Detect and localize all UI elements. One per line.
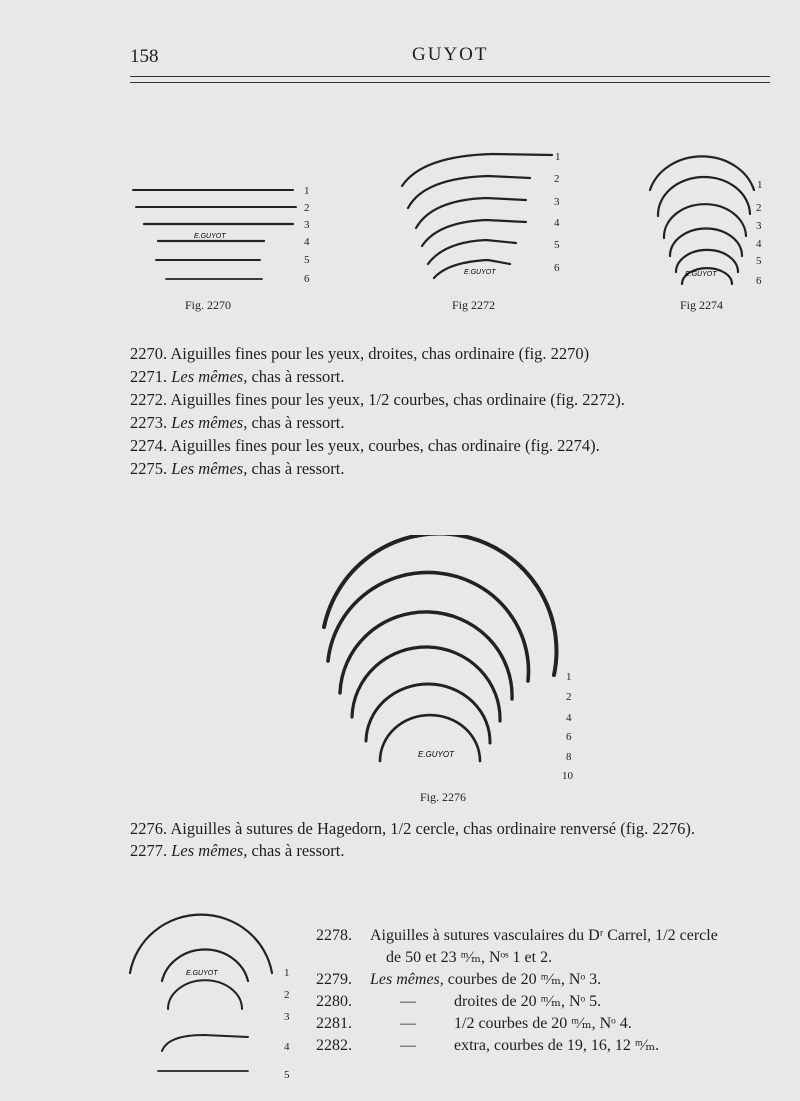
needle-1 [130, 915, 272, 973]
needle-4 [670, 228, 742, 256]
entry-2279: 2279. Les mêmes, courbes de 20 ᵐ⁄ₘ, Nᵒ 3. [316, 971, 602, 988]
size-label: 4 [304, 236, 310, 248]
guyot-stamp: E.GUYOT [464, 269, 496, 276]
size-label: 3 [756, 220, 762, 232]
size-label: 5 [756, 255, 762, 267]
needle-2 [328, 572, 529, 681]
size-label: 1 [555, 151, 561, 163]
size-label: 3 [284, 1011, 290, 1023]
figure-carrel-needles [124, 895, 304, 1085]
entry-2275: 2275. Les mêmes, chas à ressort. [130, 459, 345, 478]
entry-2274: 2274. Aiguilles fines pour les yeux, courbes, chas ordinaire (fig. 2274). [130, 436, 600, 455]
size-label: 4 [566, 712, 572, 724]
figure-2274-curved-needles [642, 140, 772, 290]
size-label: 1 [304, 185, 310, 197]
size-label: 4 [554, 217, 560, 229]
needle-3 [168, 980, 242, 1009]
size-label: 1 [566, 671, 572, 683]
entries-2278-2282 [316, 925, 786, 1057]
needle-1 [402, 154, 552, 186]
header-rule-top [130, 76, 770, 77]
entry-2273: 2273. Les mêmes, chas à ressort. [130, 413, 345, 432]
entry-2276: 2276. Aiguilles à sutures de Hagedorn, 1/2 cercle, chas ordinaire renversé (fig. 2276). [130, 819, 695, 838]
size-label: 6 [554, 262, 560, 274]
size-label: 3 [304, 219, 310, 231]
caption-fig-2274: Fig 2274 [680, 298, 724, 312]
entry-2270: 2270. Aiguilles fines pour les yeux, droites, chas ordinaire (fig. 2270) [130, 344, 590, 363]
needle-2 [408, 176, 530, 208]
size-label: 2 [566, 691, 572, 703]
needle-1 [650, 156, 754, 190]
size-label: 6 [756, 275, 762, 287]
size-label: 6 [566, 731, 572, 743]
guyot-stamp: E.GUYOT [194, 233, 226, 240]
guyot-stamp: E.GUYOT [418, 750, 455, 759]
size-label: 5 [304, 254, 310, 266]
size-label: 2 [554, 173, 560, 185]
size-label: 3 [554, 196, 560, 208]
size-label: 5 [284, 1069, 290, 1081]
figure-2272-half-curved-needles [392, 142, 572, 282]
size-label: 1 [284, 967, 290, 979]
needle-4 [162, 1035, 248, 1051]
needle-3 [664, 204, 746, 238]
entry-2278-line2: de 50 et 23 ᵐ⁄ₘ, Nᵒˢ 1 et 2. [386, 949, 553, 966]
size-label: 2 [304, 202, 310, 214]
entry-2280: 2280. — droites de 20 ᵐ⁄ₘ, Nᵒ 5. [316, 993, 602, 1010]
guyot-stamp: E.GUYOT [186, 970, 218, 977]
size-label: 8 [566, 751, 572, 763]
size-label: 4 [284, 1041, 290, 1053]
caption-fig-2272: Fig 2272 [452, 298, 496, 312]
size-label: 1 [757, 179, 763, 191]
entry-2281: 2281. — 1/2 courbes de 20 ᵐ⁄ₘ, Nᵒ 4. [316, 1015, 632, 1032]
entry-2271: 2271. Les mêmes, chas à ressort. [130, 367, 345, 386]
figure-2276-hagedorn-needles [310, 535, 590, 785]
page-number: 158 [130, 46, 159, 67]
figure-2270-straight-needles [128, 178, 318, 290]
caption-fig-2270: Fig. 2270 [185, 298, 232, 312]
entries-2276-2277 [130, 818, 780, 862]
size-label: 6 [304, 273, 310, 285]
size-label: 2 [756, 202, 762, 214]
entry-2278-line1: 2278. Aiguilles à sutures vasculaires du Dʳ Carrel, 1/2 cercle [316, 927, 718, 944]
needle-4 [340, 612, 512, 699]
entries-2270-2275 [130, 342, 750, 480]
header-rule-bottom [130, 82, 770, 83]
size-label: 5 [554, 239, 560, 251]
needle-3 [416, 198, 526, 228]
size-label: 4 [756, 238, 762, 250]
needle-2 [658, 177, 750, 216]
guyot-stamp: E.GUYOT [685, 271, 717, 278]
size-label: 2 [284, 989, 290, 1001]
needle-1 [324, 535, 556, 675]
running-title: GUYOT [412, 44, 489, 65]
entry-2272: 2272. Aiguilles fines pour les yeux, 1/2 courbes, chas ordinaire (fig. 2272). [130, 390, 625, 409]
size-label: 10 [562, 770, 573, 782]
caption-fig-2276: Fig. 2276 [420, 790, 467, 804]
entry-2277: 2277. Les mêmes, chas à ressort. [130, 841, 345, 860]
entry-2282: 2282. — extra, courbes de 19, 16, 12 ᵐ⁄ₘ. [316, 1037, 660, 1054]
